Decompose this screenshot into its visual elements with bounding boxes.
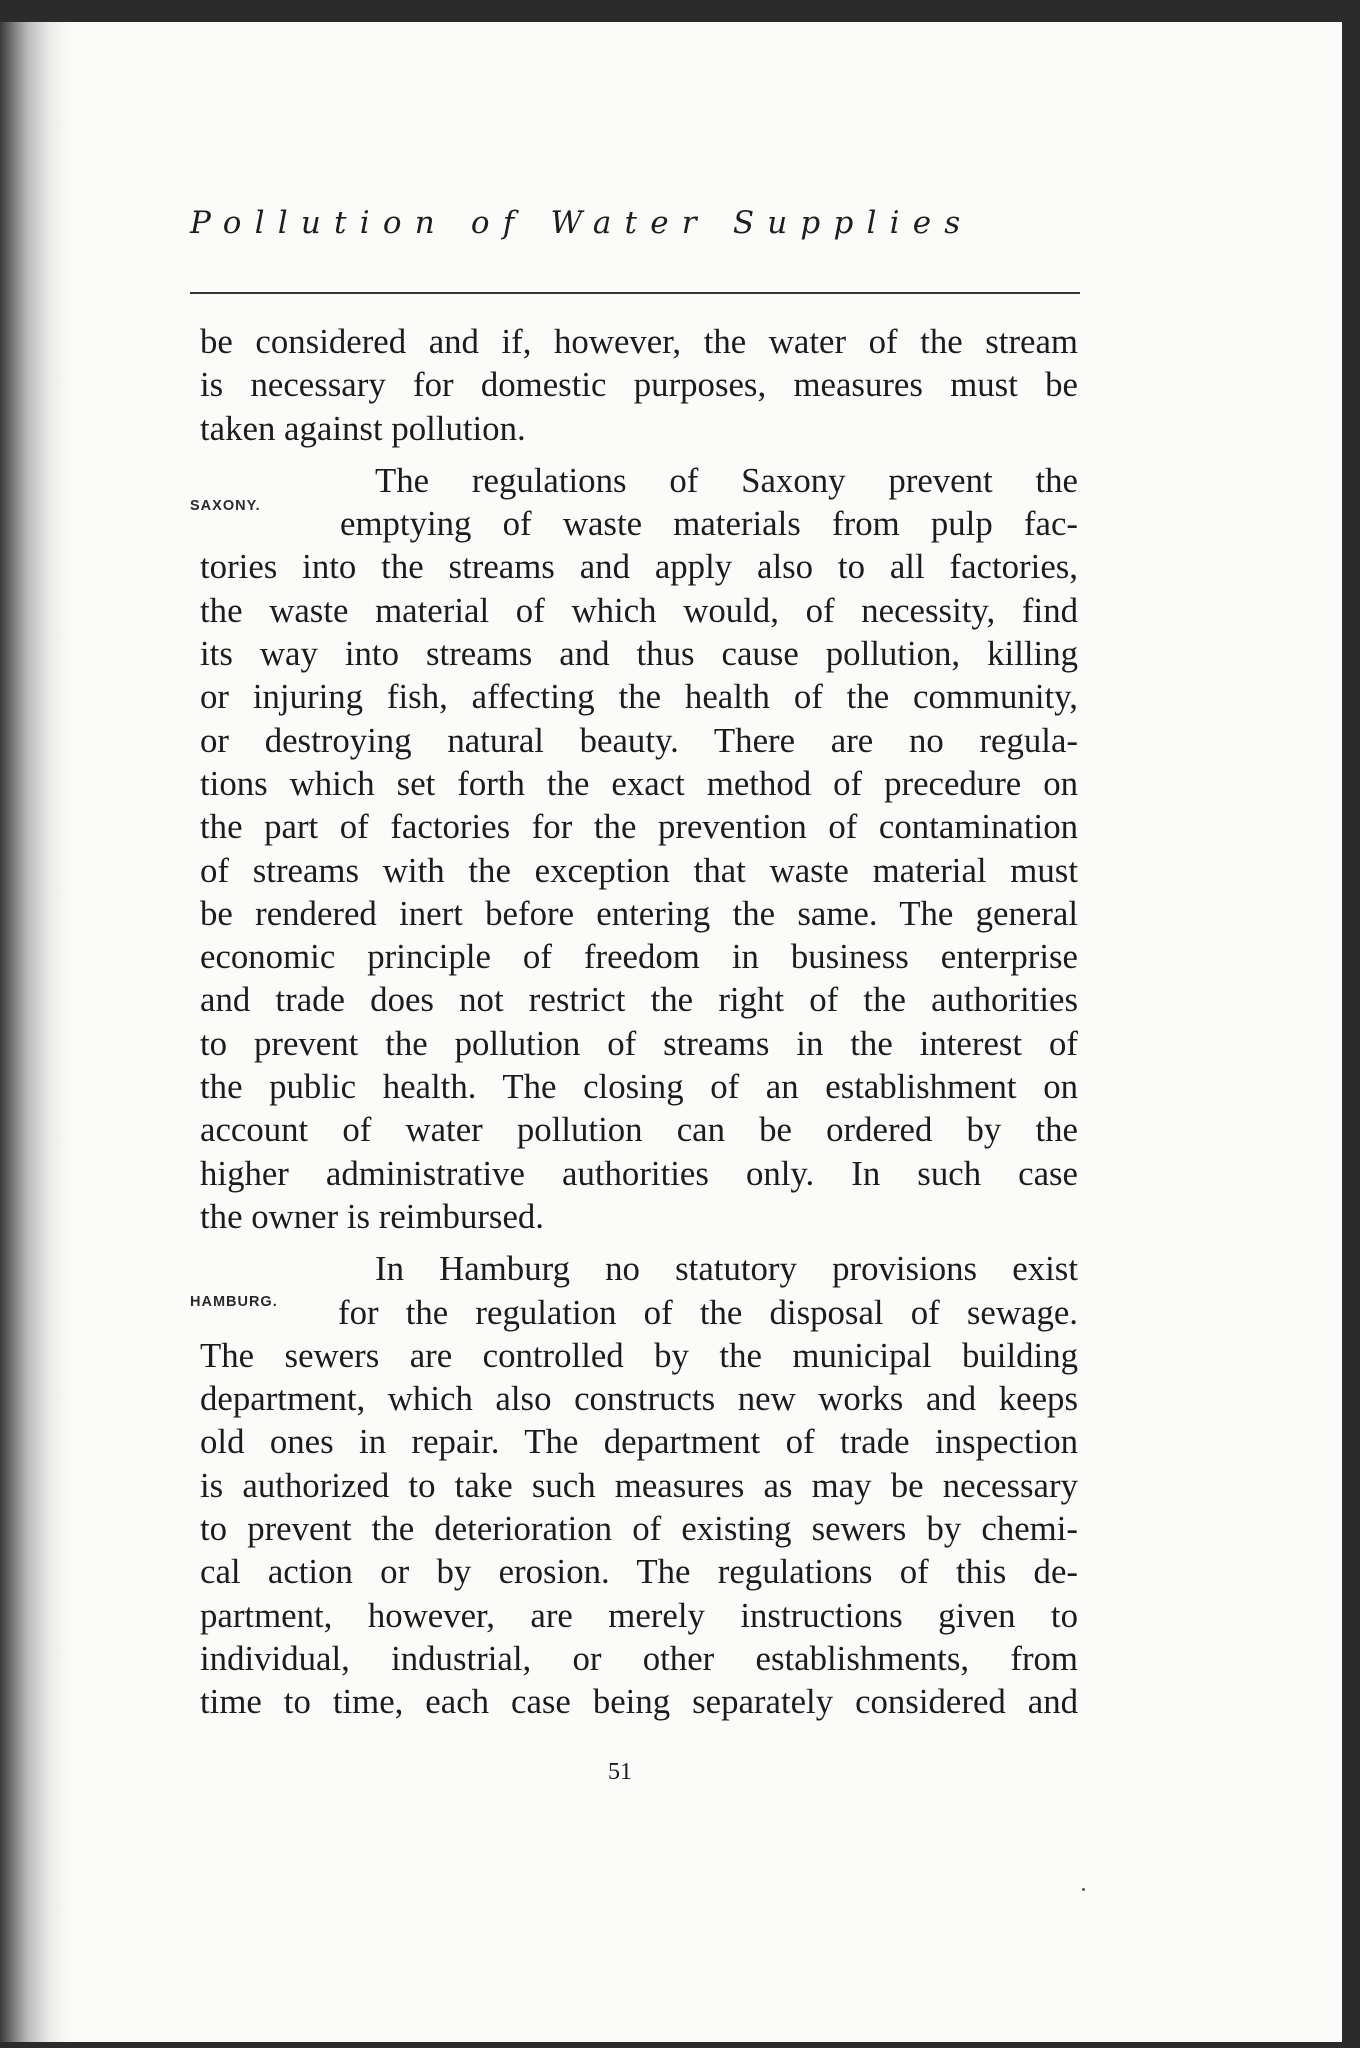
text-line: is authorized to take such measures as may be necessary — [200, 1465, 1078, 1505]
text-line: the owner is reimbursed. — [200, 1196, 545, 1236]
text-line: is necessary for domestic purposes, measures must be — [200, 365, 1078, 405]
text-line: to prevent the deterioration of existing sewers by chemi- — [200, 1509, 1078, 1549]
text-line: individual, industrial, or other establishments, from — [200, 1638, 1078, 1678]
page-number: 51 — [608, 1759, 632, 1785]
text-line: the part of factories for the prevention of contamination — [200, 807, 1078, 847]
text-line: In Hamburg no statutory provisions exist — [375, 1249, 1078, 1289]
text-line: its way into streams and thus cause pollution, killing — [200, 634, 1078, 674]
text-line: tions which set forth the exact method of precedure on — [200, 763, 1078, 803]
paper-speck — [1082, 1888, 1085, 1891]
paragraph-gap — [200, 450, 1078, 459]
page-gutter-shadow — [0, 22, 70, 2042]
text-line: of streams with the exception that waste material must — [200, 850, 1078, 890]
header-rule — [190, 292, 1080, 294]
text-line: or injuring fish, affecting the health of the community, — [200, 677, 1078, 717]
text-line: for the regulation of the disposal of sewage. — [338, 1292, 1078, 1332]
side-note-hamburg: HAMBURG. — [190, 1294, 278, 1310]
text-line: tories into the streams and apply also to all factories, — [200, 547, 1078, 587]
text-line: partment, however, are merely instructions given to — [200, 1595, 1078, 1635]
text-line: The sewers are controlled by the municipal building — [200, 1335, 1078, 1375]
body-text — [200, 320, 1078, 1724]
text-line: department, which also constructs new works and keeps — [200, 1379, 1078, 1419]
text-line: higher administrative authorities only. In such case — [200, 1153, 1078, 1193]
text-line: be rendered inert before entering the same. The general — [200, 893, 1078, 933]
text-line: account of water pollution can be ordered by the — [200, 1110, 1078, 1150]
text-line: old ones in repair. The department of trade inspection — [200, 1422, 1078, 1462]
text-line: or destroying natural beauty. There are no regula- — [200, 720, 1078, 760]
text-line: to prevent the pollution of streams in the interest of — [200, 1023, 1078, 1063]
text-line: The regulations of Saxony prevent the — [375, 460, 1078, 500]
text-line: emptying of waste materials from pulp fac- — [340, 504, 1078, 544]
text-line: and trade does not restrict the right of the authorities — [200, 980, 1078, 1020]
text-line: time to time, each case being separately considered and — [200, 1682, 1078, 1722]
text-line: the waste material of which would, of necessity, find — [200, 590, 1078, 630]
text-line: economic principle of freedom in business enterprise — [200, 937, 1078, 977]
text-line: be considered and if, however, the water of the stream — [200, 322, 1078, 361]
paragraph-gap — [200, 1238, 1078, 1247]
book-page — [0, 22, 1342, 2042]
text-line: the public health. The closing of an establishment on — [200, 1067, 1078, 1107]
side-note-saxony: SAXONY. — [190, 498, 261, 514]
text-line: taken against pollution. — [200, 408, 526, 448]
running-head: Pollution of Water Supplies — [190, 205, 974, 241]
text-line: cal action or by erosion. The regulations of this de- — [200, 1552, 1078, 1592]
